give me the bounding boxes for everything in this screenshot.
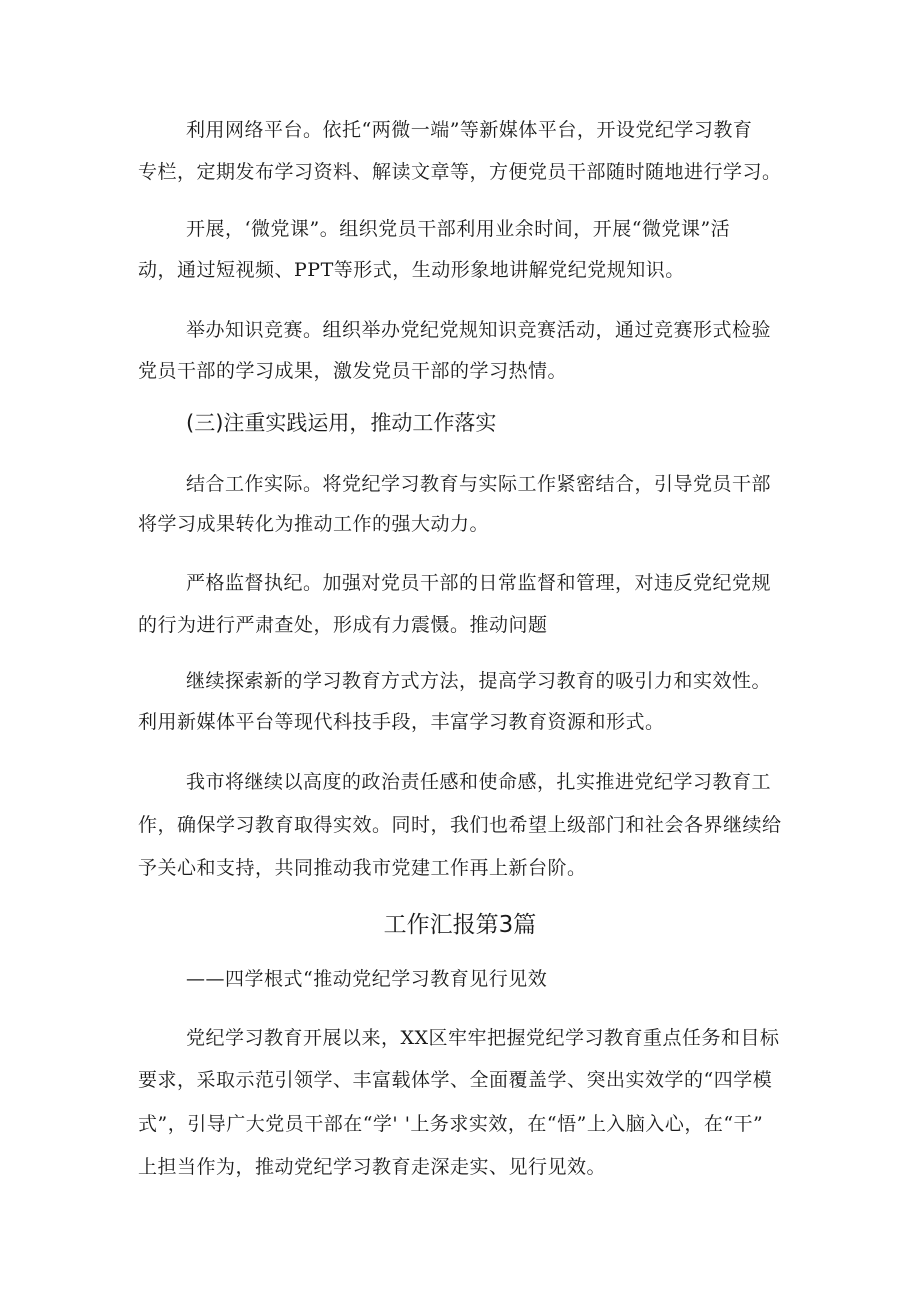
paragraph-network-platform-line2: 专栏，定期发布学习资料、解读文章等，方便党员干部随时随地进行学习。 xyxy=(138,161,782,183)
closing-paragraph-line2: 作，确保学习教育取得实效。同时，我们也希望上级部门和社会各界继续给 xyxy=(138,814,782,836)
article-body-line3: 式”，引导广大党员干部在“学' '上务求实效，在“悟”上入脑入心，在“干” xyxy=(138,1113,764,1135)
article-body-line4: 上担当作为，推动党纪学习教育走深走实、见行见效。 xyxy=(138,1156,607,1178)
paragraph-supervision-line1: 严格监督执纪。加强对党员干部的日常监督和管理，对违反党纪党规 xyxy=(186,572,772,594)
paragraph-knowledge-contest-line1: 举办知识竞赛。组织举办党纪党规知识竞赛活动，通过竞赛形式检验 xyxy=(186,319,772,341)
paragraph-explore-methods-line2: 利用新媒体平台等现代科技手段，丰富学习教育资源和形式。 xyxy=(138,711,665,733)
paragraph-micro-lesson-line2: 动，通过短视频、PPT等形式，生动形象地讲解党纪党规知识。 xyxy=(138,259,685,281)
paragraph-supervision-line2: 的行为进行严肃查处，形成有力震慑。推动问题 xyxy=(138,614,548,636)
paragraph-micro-lesson-line1: 开展，‘微党课”。组织党员干部利用业余时间，开展“微党课”活 xyxy=(186,218,731,240)
section-heading: (三)注重实践运用，推动工作落实 xyxy=(186,411,497,435)
paragraph-work-practice-line2: 将学习成果转化为推动工作的强大动力。 xyxy=(138,513,490,535)
paragraph-knowledge-contest-line2: 党员干部的学习成果，激发党员干部的学习热情。 xyxy=(138,360,568,382)
paragraph-network-platform-line1: 利用网络平台。依托“两微一端”等新媒体平台，开设党纪学习教育 xyxy=(186,119,753,141)
article-title: 工作汇报第3篇 xyxy=(383,912,537,938)
closing-paragraph-line1: 我市将继续以高度的政治责任感和使命感，扎实推进党纪学习教育工 xyxy=(186,771,772,793)
paragraph-explore-methods-line1: 继续探索新的学习教育方式方法，提高学习教育的吸引力和实效性。 xyxy=(186,670,772,692)
paragraph-work-practice-line1: 结合工作实际。将党纪学习教育与实际工作紧密结合，引导党员干部 xyxy=(186,473,772,495)
article-body-line1: 党纪学习教育开展以来，XX区牢牢把握党纪学习教育重点任务和目标 xyxy=(186,1027,780,1049)
article-body-line2: 要求，采取示范引领学、丰富载体学、全面覆盖学、突出实效学的“四学模 xyxy=(138,1069,773,1091)
article-subtitle: ——四学根式“推动党纪学习教育见行见效 xyxy=(186,968,548,990)
closing-paragraph-line3: 予关心和支持，共同推动我市党建工作再上新台阶。 xyxy=(138,857,587,879)
